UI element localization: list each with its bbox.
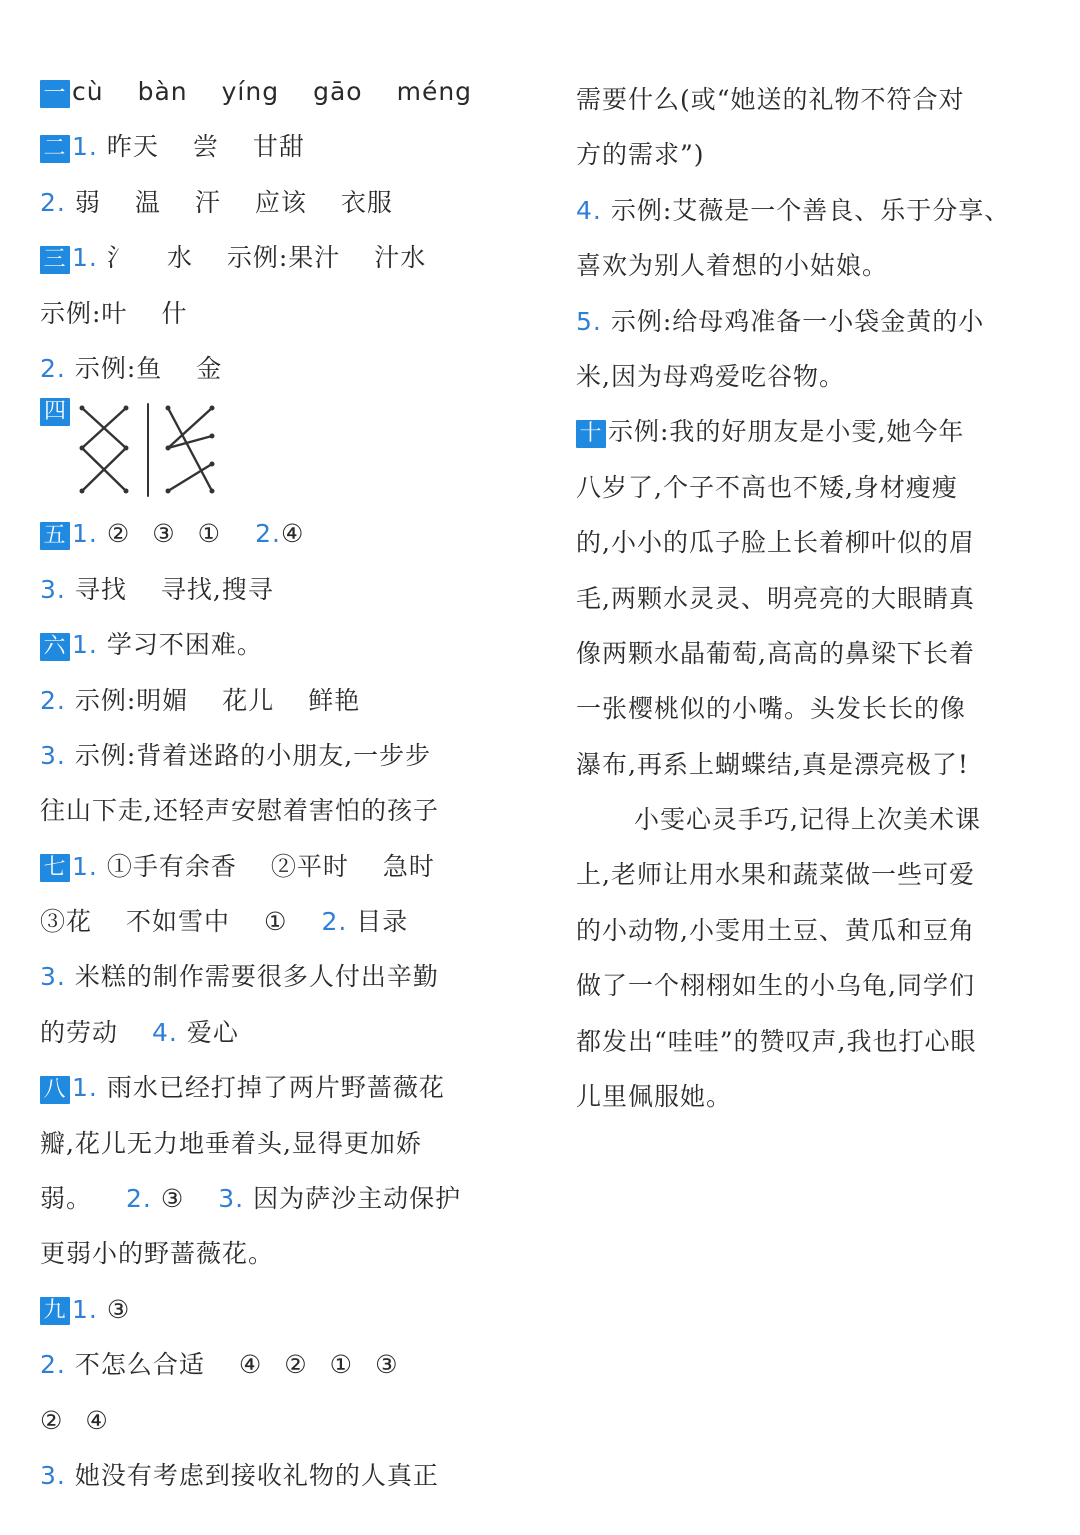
section-3-line-2 <box>40 286 510 341</box>
answer: ② <box>284 1350 308 1380</box>
answer: 目录 <box>356 907 409 937</box>
answer: 示例:给母鸡准备一小袋金黄的小 <box>610 306 985 336</box>
essay-text: 的小动物,小雯用土豆、黄瓜和豆角 <box>576 915 975 945</box>
section-1-badge: 一 <box>40 80 70 108</box>
answer: 不怎么合适 <box>74 1350 205 1380</box>
essay-text: 做了一个栩栩如生的小乌龟,同学们 <box>576 971 975 1001</box>
answer: ④ <box>280 519 305 549</box>
answer: 她没有考虑到接收礼物的人真正 <box>74 1460 439 1490</box>
item-number: 3. <box>218 1184 245 1214</box>
section-1-line <box>40 64 510 119</box>
answer: 汁水 <box>374 243 427 273</box>
item-number: 2. <box>126 1184 152 1214</box>
section-9-line-1 <box>40 1282 510 1337</box>
essay-text: 上,老师让用水果和蔬菜做一些可爱 <box>576 860 975 890</box>
answer: 米,因为母鸡爱吃谷物。 <box>576 361 845 391</box>
right-line <box>576 294 1036 349</box>
answer: ① <box>197 519 222 549</box>
answer: 示例:背着迷路的小朋友,一步步 <box>74 740 432 770</box>
essay-line <box>576 958 1036 1013</box>
answer: 更弱小的野蔷薇花。 <box>40 1239 275 1269</box>
essay-line <box>576 681 1036 736</box>
pinyin-2: bàn <box>137 77 188 106</box>
answer: ③ <box>375 1350 399 1380</box>
answer: 示例:鱼 <box>74 353 163 383</box>
section-6-line-1 <box>40 617 510 672</box>
section-2-line-1 <box>40 119 510 174</box>
answer: ② <box>40 1405 64 1435</box>
right-line <box>576 127 1036 182</box>
answer: 学习不困难。 <box>106 630 263 660</box>
pinyin-1: cù <box>72 77 104 106</box>
essay-text: 儿里佩服她。 <box>576 1082 733 1112</box>
section-3-badge: 三 <box>40 246 70 274</box>
item-number: 3. <box>40 574 66 604</box>
essay-line <box>576 903 1036 958</box>
item-number: 3. <box>40 1460 66 1490</box>
item-number: 2. <box>40 187 66 217</box>
answer: ③ <box>160 1184 185 1214</box>
essay-line <box>576 515 1036 570</box>
answer: ①手有余香 <box>106 851 237 881</box>
answer: 水 <box>166 243 193 273</box>
answer: ② <box>106 519 131 549</box>
pinyin-3: yíng <box>221 77 280 106</box>
matching-lines-figure <box>76 396 266 501</box>
answer: ③ <box>106 1294 131 1324</box>
section-5-line-2 <box>40 562 510 617</box>
section-7-line-3 <box>40 949 510 1004</box>
section-9-line-3 <box>40 1393 510 1448</box>
answer: 氵 <box>106 243 133 273</box>
item-number: 2. <box>40 1350 66 1380</box>
pinyin-5: méng <box>396 77 473 106</box>
answer: 弱。 <box>40 1184 93 1214</box>
answer: 急时 <box>382 851 435 881</box>
section-6-line-4 <box>40 783 510 838</box>
answer: 花儿 <box>222 685 275 715</box>
answer: 昨天 <box>106 132 159 162</box>
answer: 汗 <box>194 187 221 217</box>
essay-text: 小雯心灵手巧,记得上次美术课 <box>634 805 981 835</box>
section-6-line-2 <box>40 673 510 728</box>
essay-text: 示例:我的好朋友是小雯,她今年 <box>608 417 965 447</box>
section-9-line-2 <box>40 1337 510 1392</box>
item-number: 1. <box>72 243 98 273</box>
section-9-badge: 九 <box>40 1297 70 1325</box>
answer: ④ <box>85 1405 109 1435</box>
answer: 示例:艾薇是一个善良、乐于分享、 <box>610 195 1011 225</box>
essay-line <box>576 792 1036 847</box>
section-5-line-1 <box>40 506 510 561</box>
answer: 寻找 <box>74 574 127 604</box>
answer: 金 <box>196 353 223 383</box>
answer: 示例:果汁 <box>226 243 341 273</box>
essay-line <box>576 571 1036 626</box>
left-column <box>40 64 510 1503</box>
answer: 雨水已经打掉了两片野蔷薇花 <box>106 1073 445 1103</box>
answer: ②平时 <box>270 851 349 881</box>
right-line <box>576 349 1036 404</box>
answer: 示例:明媚 <box>74 685 189 715</box>
answer: 米糕的制作需要很多人付出辛勤 <box>74 962 439 992</box>
item-number: 4. <box>152 1017 178 1047</box>
item-number: 2. <box>255 519 281 549</box>
section-7-line-2 <box>40 894 510 949</box>
essay-line <box>576 460 1036 515</box>
essay-text: 的,小小的瓜子脸上长着柳叶似的眉 <box>576 528 975 558</box>
item-number: 1. <box>72 851 98 881</box>
section-3-line-3 <box>40 341 510 396</box>
section-2-badge: 二 <box>40 135 70 163</box>
answer: 应该 <box>254 187 307 217</box>
answer: 什 <box>161 298 188 328</box>
item-number: 1. <box>72 630 98 660</box>
answer: ③ <box>152 519 176 549</box>
essay-line <box>576 1014 1036 1069</box>
item-number: 2. <box>40 685 66 715</box>
answer: 衣服 <box>340 187 393 217</box>
right-line <box>576 238 1036 293</box>
item-number: 2. <box>40 353 66 383</box>
section-9-line-4 <box>40 1448 510 1503</box>
essay-text: 都发出“哇哇”的赞叹声,我也打心眼 <box>576 1026 977 1056</box>
section-4-badge: 四 <box>40 398 70 426</box>
section-7-line-1 <box>40 839 510 894</box>
essay-line <box>576 737 1036 792</box>
answer: 弱 <box>74 187 101 217</box>
section-7-line-4 <box>40 1005 510 1060</box>
answer: ③花 <box>40 907 93 937</box>
section-6-line-3 <box>40 728 510 783</box>
essay-line <box>576 1069 1036 1124</box>
section-3-line-1 <box>40 230 510 285</box>
section-8-line-4 <box>40 1226 510 1281</box>
item-number: 1. <box>72 519 98 549</box>
section-6-badge: 六 <box>40 633 70 661</box>
answer: 甘甜 <box>252 132 305 162</box>
answer: 往山下走,还轻声安慰着害怕的孩子 <box>40 796 439 826</box>
pinyin-4: gāo <box>313 77 363 106</box>
essay-text: 毛,两颗水灵灵、明亮亮的大眼睛真 <box>576 583 975 613</box>
answer: 因为萨沙主动保护 <box>253 1184 462 1214</box>
answer: 方的需求”) <box>576 140 705 170</box>
item-number: 2. <box>321 907 348 937</box>
essay-text: 八岁了,个子不高也不矮,身材瘦瘦 <box>576 472 958 502</box>
answer: 尝 <box>192 132 219 162</box>
right-column <box>576 72 1036 1124</box>
answer: 爱心 <box>186 1017 239 1047</box>
section-5-badge: 五 <box>40 522 70 550</box>
item-number: 4. <box>576 195 602 225</box>
item-number: 5. <box>576 306 602 336</box>
section-8-badge: 八 <box>40 1076 70 1104</box>
item-number: 1. <box>72 1073 98 1103</box>
answer: ① <box>264 907 288 937</box>
answer: 需要什么(或“她送的礼物不符合对 <box>576 85 965 114</box>
section-10-badge: 十 <box>576 420 606 448</box>
answer: 示例:叶 <box>40 298 128 328</box>
answer: 瓣,花儿无力地垂着头,显得更加娇 <box>40 1128 422 1158</box>
item-number: 1. <box>72 132 98 162</box>
essay-line <box>576 626 1036 681</box>
section-8-line-2 <box>40 1116 510 1171</box>
essay-text: 一张樱桃似的小嘴。头发长长的像 <box>576 694 967 724</box>
answer: 温 <box>134 187 161 217</box>
answer: ① <box>329 1350 354 1380</box>
section-4-matching <box>40 396 510 506</box>
right-line <box>576 183 1036 238</box>
essay-line <box>576 404 1036 459</box>
answer: 寻找,搜寻 <box>160 574 274 604</box>
section-2-line-2 <box>40 175 510 230</box>
essay-line <box>576 847 1036 902</box>
section-7-badge: 七 <box>40 854 70 882</box>
answer: ④ <box>238 1350 263 1380</box>
right-line <box>576 72 1036 127</box>
item-number: 1. <box>72 1294 98 1324</box>
essay-text: 像两颗水晶葡萄,高高的鼻梁下长着 <box>576 638 975 668</box>
section-8-line-3 <box>40 1171 510 1226</box>
answer: 不如雪中 <box>126 907 231 937</box>
essay-text: 瀑布,再系上蝴蝶结,真是漂亮极了! <box>576 749 969 779</box>
section-8-line-1 <box>40 1060 510 1115</box>
answer: 的劳动 <box>40 1017 119 1047</box>
answer: 喜欢为别人着想的小姑娘。 <box>576 251 889 281</box>
answer: 鲜艳 <box>308 685 361 715</box>
item-number: 3. <box>40 740 66 770</box>
item-number: 3. <box>40 962 66 992</box>
